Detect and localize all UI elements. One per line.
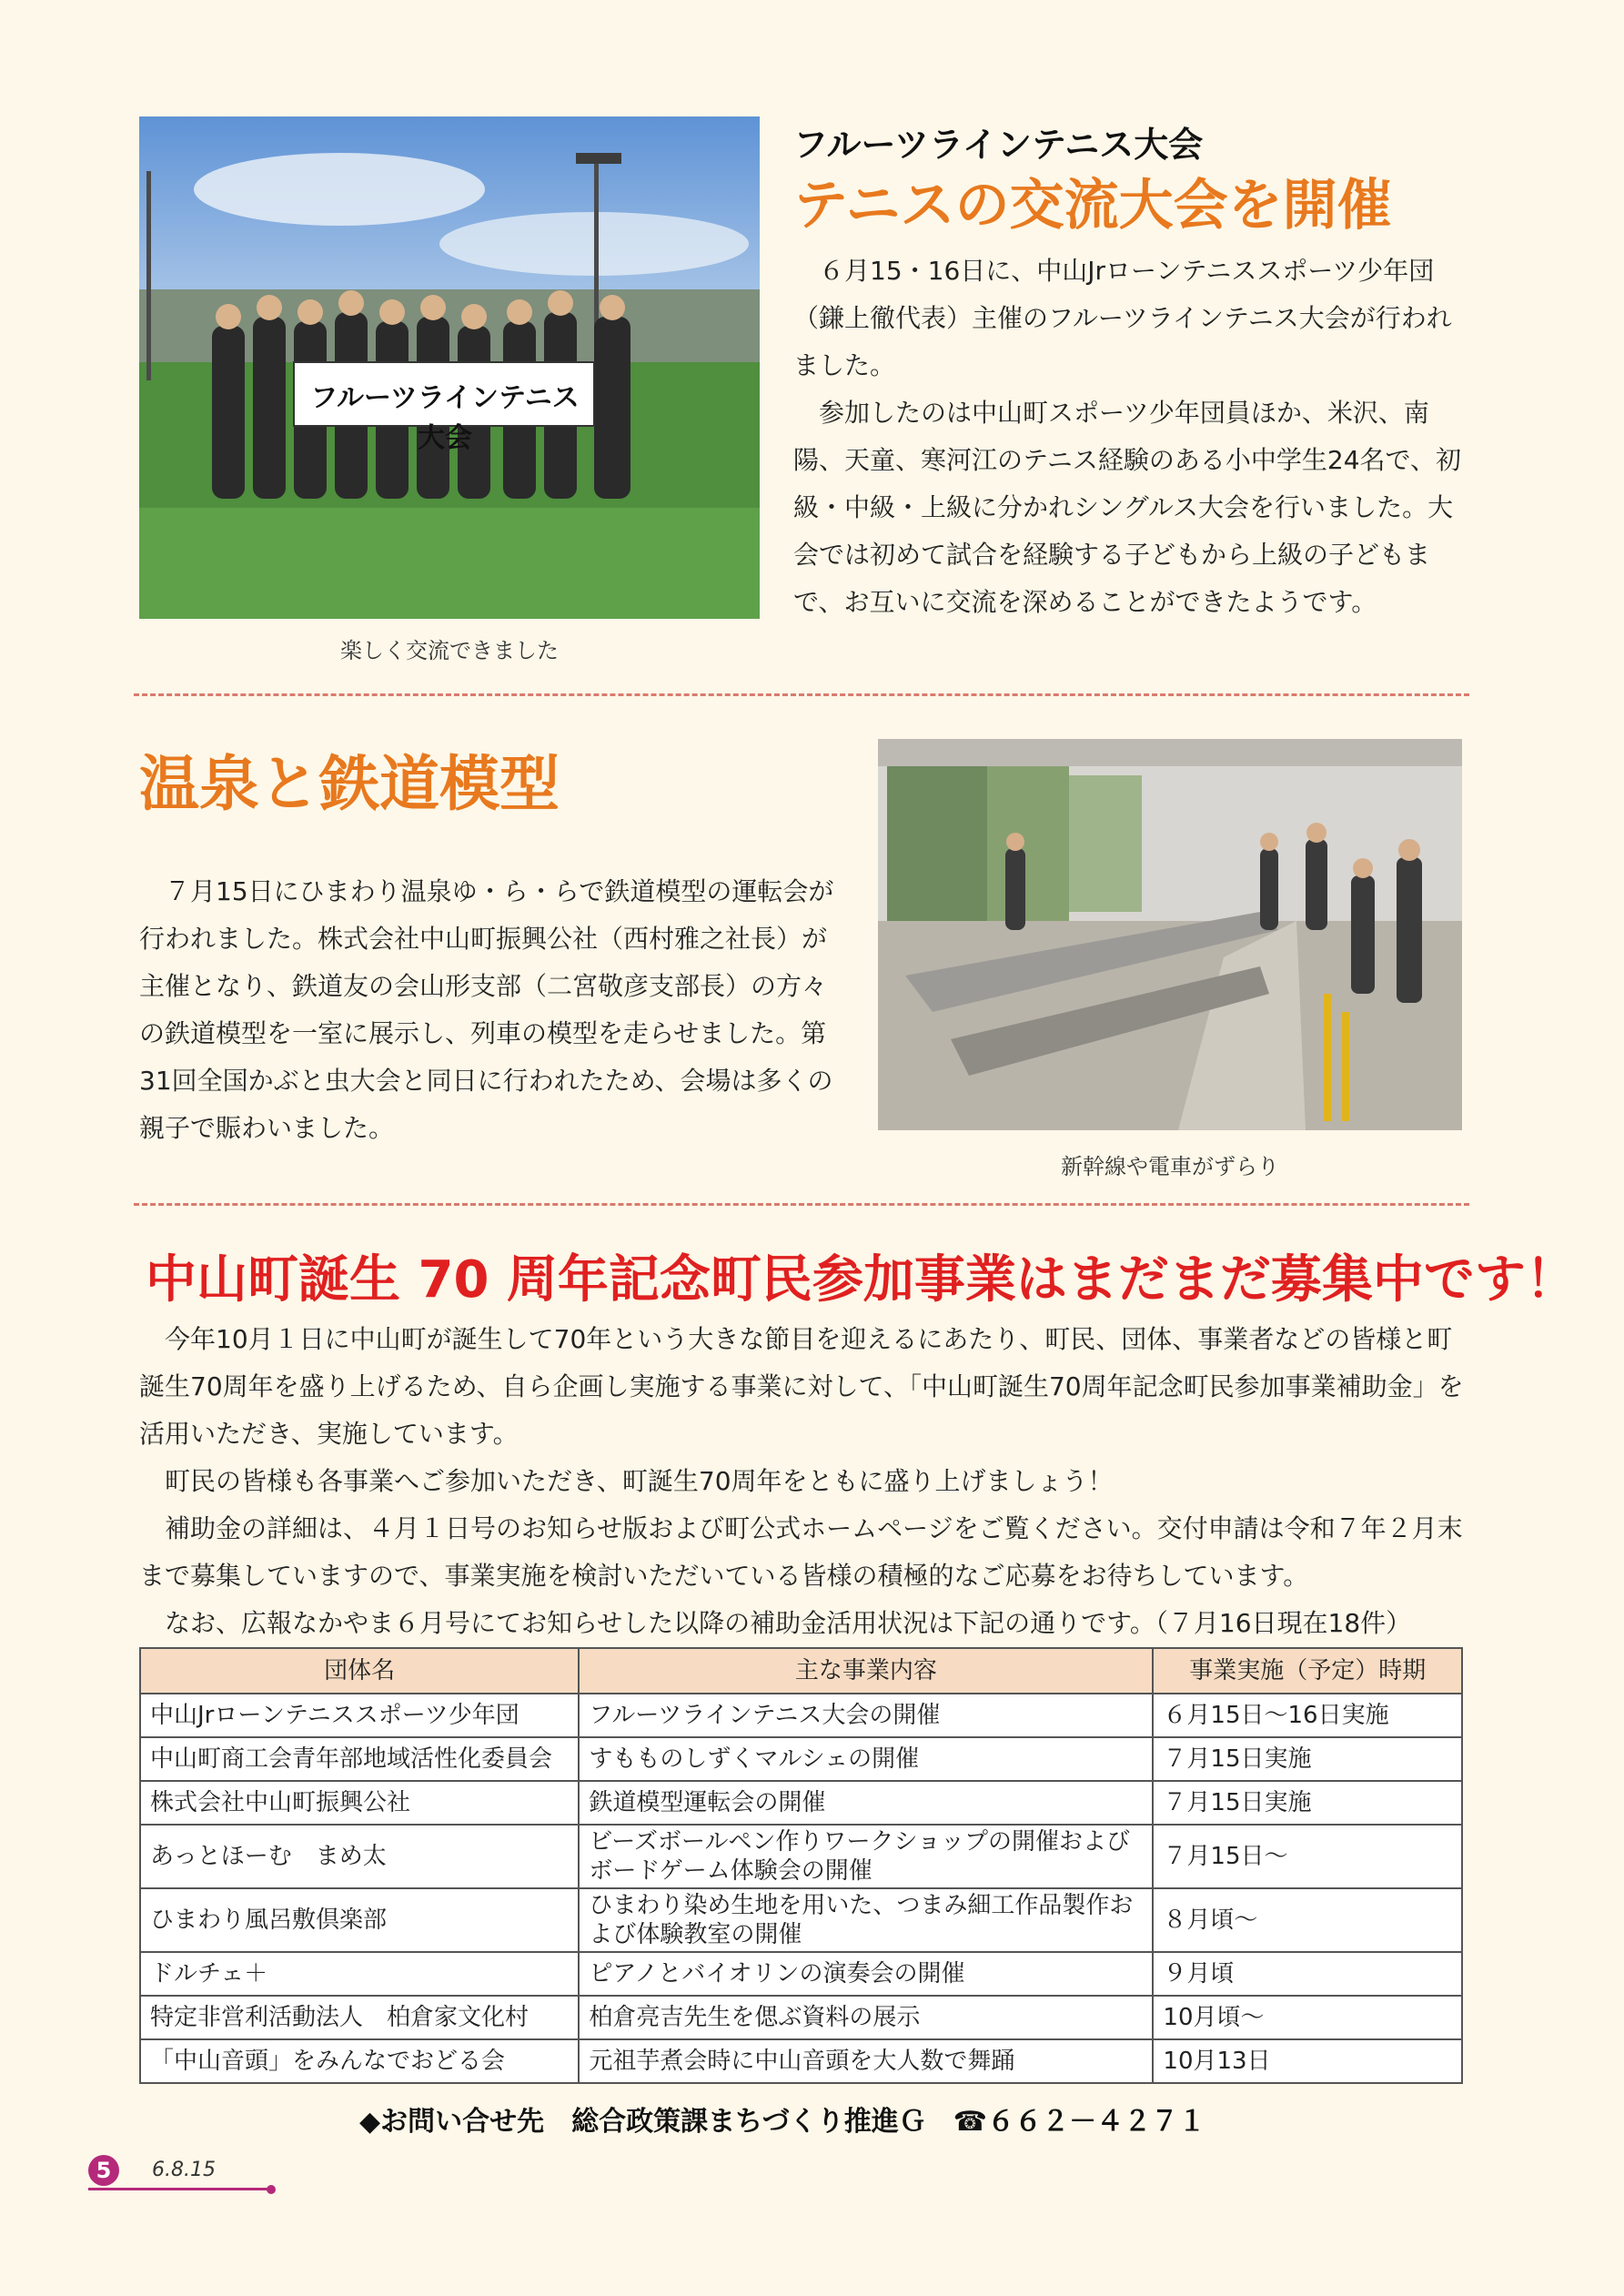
group-name-cell: 特定非営利活動法人 柏倉家文化村 [140,1996,579,2039]
tennis-banner-text: フルーツラインテニス大会 [310,382,580,454]
projects-table [139,1647,1463,2084]
schedule-cell: ８月頃～ [1153,1888,1462,1952]
project-content-cell: 鉄道模型運転会の開催 [579,1781,1153,1825]
project-content-cell: ピアノとバイオリンの演奏会の開催 [579,1952,1153,1996]
issue-date: 6.8.15 [152,2159,216,2181]
railway-photo [878,739,1462,1130]
project-content-cell: ひまわり染め生地を用いた、つまみ細工作品製作および体験教室の開催 [579,1888,1153,1952]
anniversary-paragraph-1: 今年10月１日に中山町が誕生して70年という大きな節目を迎えるにあたり、町民、団体、事業者などの皆様と町誕生70周年を盛り上げるため、自ら企画し実施する事業に対して、「中山町誕生70周年記念町民参加事業補助金」を活用いただき、実施しています。 [139,1324,1464,1449]
header-group-name: 団体名 [140,1648,579,1694]
railway-headline: 温泉と鉄道模型 [139,749,560,819]
group-name-cell: 中山町商工会青年部地域活性化委員会 [140,1737,579,1781]
tennis-photo-illustration [139,116,760,619]
table-row [140,1694,1462,1737]
railway-photo-caption: 新幹線や電車がずらり [1061,1154,1279,1179]
anniversary-headline: 中山町誕生 70 周年記念町民参加事業はまだまだ募集中です！ [146,1250,1577,1310]
tennis-body [793,248,1467,626]
table-row [140,2039,1462,2083]
tennis-photo [139,116,760,619]
project-content-cell: すもものしずくマルシェの開催 [579,1737,1153,1781]
schedule-cell: ９月頃 [1153,1952,1462,1996]
project-content-cell: 柏倉亮吉先生を偲ぶ資料の展示 [579,1996,1153,2039]
tennis-photo-caption: 楽しく交流できました [340,638,559,663]
footer-rule [88,2188,268,2190]
table-row [140,1825,1462,1888]
contact-info: ◆お問い合せ先 総合政策課まちづくり推進Ｇ ☎６６２－４２７１ [359,2106,1206,2138]
railway-paragraph: ７月15日にひまわり温泉ゆ・ら・らで鉄道模型の運転会が行われました。株式会社中山町振興公社（西村雅之社長）が主催となり、鉄道友の会山形支部（二宮敬彦支部長）の方々の鉄道模型を一室に展示し、列車の模型を走らせました。第31回全国かぶと虫大会と同日に行われたため、会場は多くの親子で賑わいました。 [139,876,834,1143]
anniversary-paragraph-4: なお、広報なかやま６月号にてお知らせした以降の補助金活用状況は下記の通りです。（７月16日現在18件） [165,1608,1412,1638]
project-content-cell: ビーズボールペン作りワークショップの開催およびボードゲーム体験会の開催 [579,1825,1153,1888]
project-content-cell: フルーツラインテニス大会の開催 [579,1694,1153,1737]
schedule-cell: ６月15日～16日実施 [1153,1694,1462,1737]
group-name-cell: ドルチェ＋ [140,1952,579,1996]
railway-photo-illustration [878,739,1462,1130]
railway-body [139,868,849,1152]
schedule-cell: ７月15日～ [1153,1825,1462,1888]
tennis-kicker: フルーツラインテニス大会 [793,125,1204,165]
schedule-cell: ７月15日実施 [1153,1781,1462,1825]
footer-rule-dot [267,2185,276,2194]
group-name-cell: あっとほーむ まめ太 [140,1825,579,1888]
table-row [140,1952,1462,1996]
anniversary-paragraph-2: 町民の皆様も各事業へご参加いただき、町誕生70周年をともに盛り上げましょう！ [165,1466,1114,1496]
group-name-cell: 中山Jrローンテニススポーツ少年団 [140,1694,579,1737]
header-project-content: 主な事業内容 [579,1648,1153,1694]
group-name-cell: 「中山音頭」をみんなでおどる会 [140,2039,579,2083]
schedule-cell: 10月13日 [1153,2039,1462,2083]
tennis-paragraph-1: ６月15・16日に、中山Jrローンテニススポーツ少年団（鎌上徹代表）主催のフルーツラインテニス大会が行われました。 [793,256,1452,380]
header-schedule: 事業実施（予定）時期 [1153,1648,1462,1694]
table-row [140,1996,1462,2039]
anniversary-paragraph-3: 補助金の詳細は、４月１日号のお知らせ版および町公式ホームページをご覧ください。交付申請は令和７年２月末まで募集していますので、事業実施を検討いただいている皆様の積極的なご応募をお待ちしています。 [139,1513,1463,1591]
group-name-cell: ひまわり風呂敷倶楽部 [140,1888,579,1952]
tennis-headline: テニスの交流大会を開催 [793,174,1392,238]
table-row [140,1737,1462,1781]
table-row [140,1781,1462,1825]
anniversary-body [139,1316,1468,1647]
table-row [140,1888,1462,1952]
section-divider-2 [134,1203,1469,1206]
group-name-cell: 株式会社中山町振興公社 [140,1781,579,1825]
schedule-cell: 10月頃～ [1153,1996,1462,2039]
project-content-cell: 元祖芋煮会時に中山音頭を大人数で舞踊 [579,2039,1153,2083]
schedule-cell: ７月15日実施 [1153,1737,1462,1781]
tennis-paragraph-2: 参加したのは中山町スポーツ少年団員ほか、米沢、南陽、天童、寒河江のテニス経験のある小中学生24名で、初級・中級・上級に分かれシングルス大会を行いました。大会では初めて試合を経験する子どもから上級の子どもまで、お互いに交流を深めることができたようです。 [793,398,1461,617]
page-number-badge: 5 [88,2155,119,2186]
section-divider-1 [134,693,1469,696]
table-header-row [140,1648,1462,1694]
